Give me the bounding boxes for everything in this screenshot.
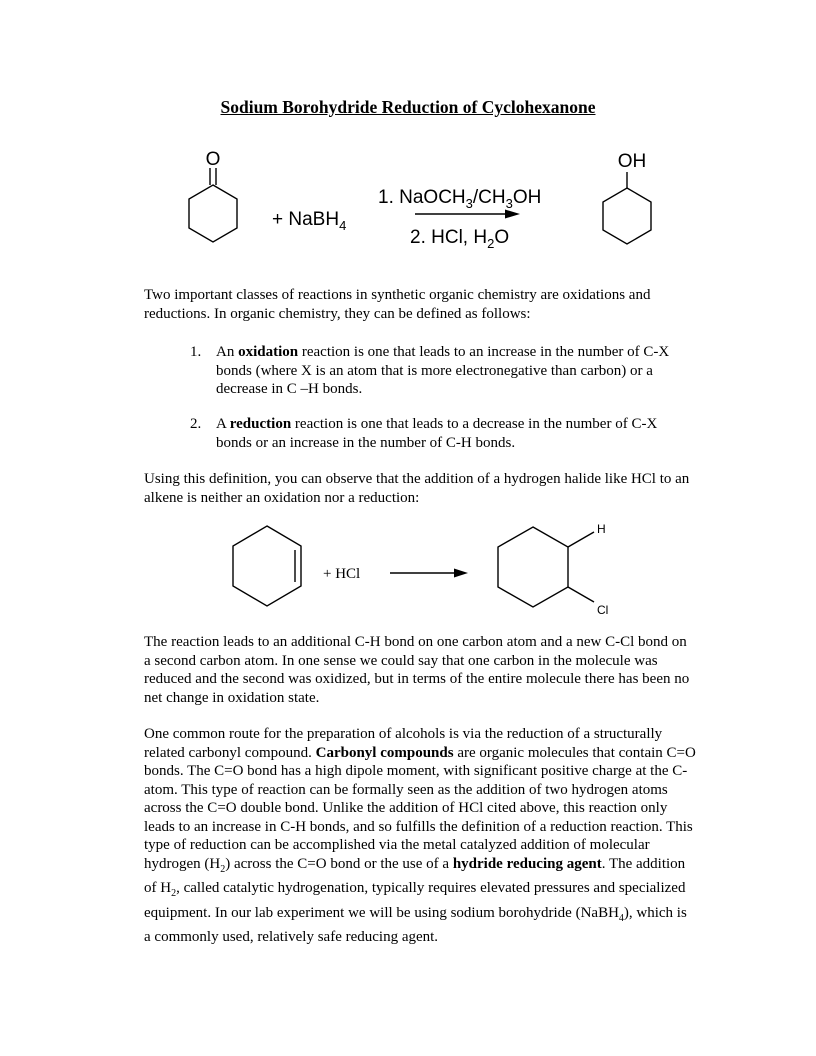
reagent-hcl: + HCl	[323, 566, 361, 582]
hydrogen-label: H	[597, 522, 606, 536]
term-hydride-reducing-agent: hydride reducing agent	[452, 855, 602, 872]
cyclohexene-ring	[233, 526, 301, 606]
reagent-nabh4: + NaBH$_4$	[272, 209, 347, 233]
intro-paragraph: Two important classes of reactions in synthetic organic chemistry are oxidations and reductions. In organic chemistry, they can be defined as follows:	[144, 287, 651, 322]
chlorocyclohexane-ring	[498, 527, 568, 607]
page-title: Sodium Borohydride Reduction of Cyclohexanone	[220, 97, 596, 117]
list-item-reduction: 2. A reduction reaction is one that leads to a decrease in the number of C-X bonds or an increase in the number of C-H bonds.	[190, 416, 658, 451]
reaction-scheme-2	[0, 518, 816, 618]
carbonyl-paragraph: One common route for the preparation of alcohols is via the reduction of a structurally related carbonyl compound. Carbonyl compounds are organic molecules that contain C=O bonds. The C=O bond has a high dipole moment, with significant positive charge at the C-atom. This type of reaction can be formally seen as the addition of two hydrogen atoms across the C=O double bond. Unlike the addition of HCl cited above, this reaction only leads to an increase in C-H bonds, and so fulfills the definition of a reduction reaction. This type of reduction can be accomplished via the metal catalyzed addition of molecular hydrogen $(H_2)$ across the C=O bond or the use of a hydride reducing agent. The addition of $H_2$, called catalytic hydrogenation, typically requires elevated pressures and specialized equipment. In our lab experiment we will be using sodium borohydride (NaBH$_4$), which is a commonly used, relatively safe reducing agent.	[144, 726, 696, 945]
reaction-scheme-1	[0, 140, 816, 250]
cyclohexanol-ring	[603, 188, 651, 244]
term-oxidation: oxidation	[238, 344, 299, 360]
definition-paragraph: Using this definition, you can observe that the addition of a hydrogen halide like HCl to an alkene is neither an oxidation nor a reduction:	[144, 471, 690, 506]
list-item-oxidation: 1. An oxidation reaction is one that leads to an increase in the number of C-X bonds (where X is an atom that is more electronegative than carbon) or a decrease in C –H bonds.	[190, 344, 670, 397]
hydroxyl-label: OH	[617, 151, 647, 172]
carbonyl-oxygen-label: O	[205, 149, 221, 170]
list-number: 1.	[190, 344, 202, 360]
term-carbonyl-compounds: Carbonyl compounds	[315, 744, 454, 761]
chlorine-label: Cl	[597, 603, 609, 617]
list-number: 2.	[190, 416, 202, 432]
term-reduction: reduction	[229, 416, 292, 432]
cyclohexanone-ring	[189, 185, 237, 242]
condition-step-2: 2. HCl, $H_2O$	[410, 227, 510, 250]
explanation-paragraph: The reaction leads to an additional C-H bond on one carbon atom and a new C-Cl bond on a second carbon atom. In one sense we could say that one carbon in the molecule was reduced and the second was oxidized, but in terms of the entire molecule there has been no net change in oxidation state.	[144, 634, 690, 706]
condition-step-1: 1. $NaOCH_3/CH_3OH$	[378, 187, 542, 211]
